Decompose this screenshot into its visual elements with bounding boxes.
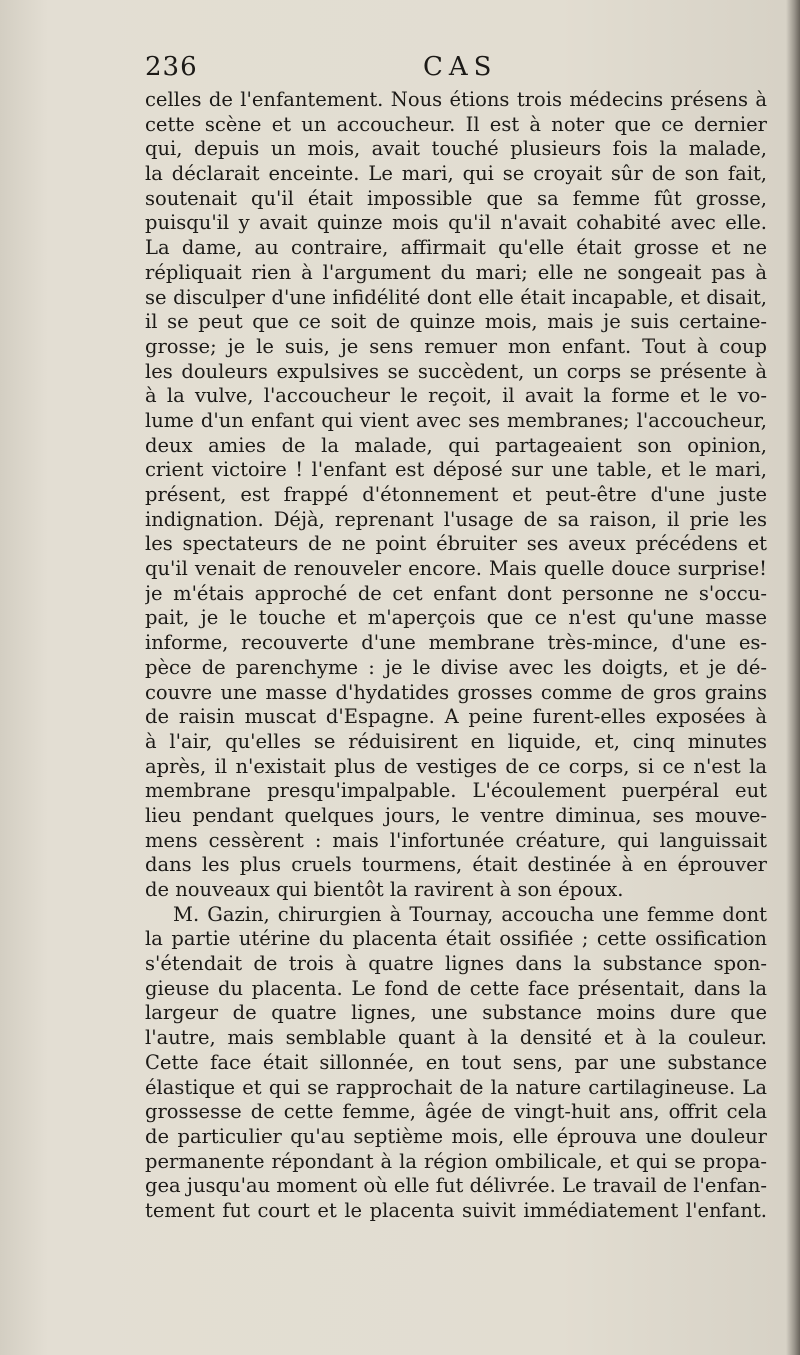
- text-line: répliquait rien à l'argument du mari; elle ne songeait pas à: [145, 260, 767, 284]
- text-line: de nouveaux qui bientôt la ravirent à son époux.: [145, 878, 624, 901]
- body-text: [145, 88, 767, 1224]
- text-line: dans les plus cruels tourmens, était destinée à en éprouver: [145, 853, 767, 877]
- text-line: élastique et qui se rapprochait de la nature cartilagineuse. La: [145, 1075, 767, 1099]
- text-line: grossesse de cette femme, âgée de vingt-huit ans, offrit cela: [145, 1100, 767, 1124]
- text-line: lieu pendant quelques jours, le ventre diminua, ses mouve-: [145, 803, 767, 827]
- text-line: puisqu'il y avait quinze mois qu'il n'avait cohabité avec elle.: [145, 211, 767, 235]
- text-line: cette scène et un accoucheur. Il est à noter que ce dernier: [145, 112, 767, 136]
- text-line: à la vulve, l'accoucheur le reçoit, il avait la forme et le vo-: [145, 384, 767, 408]
- text-line: deux amies de la malade, qui partageaient son opinion,: [145, 433, 767, 457]
- text-line: pait, je le touche et m'aperçois que ce n'est qu'une masse: [145, 606, 767, 630]
- running-title: CAS: [423, 52, 498, 82]
- text-line: gieuse du placenta. Le fond de cette face présentait, dans la: [145, 976, 767, 1000]
- text-line: soutenait qu'il était impossible que sa femme fût grosse,: [145, 186, 767, 210]
- text-line: de raisin muscat d'Espagne. A peine furent-elles exposées à: [145, 705, 767, 729]
- text-line: indignation. Déjà, reprenant l'usage de sa raison, il prie les: [145, 507, 767, 531]
- text-line: tement fut court et le placenta suivit immédiatement l'enfant.: [145, 1198, 767, 1222]
- text-line: l'autre, mais semblable quant à la densité et à la couleur.: [145, 1026, 767, 1050]
- text-line: celles de l'enfantement. Nous étions trois médecins présens à: [145, 88, 767, 111]
- text-line: après, il n'existait plus de vestiges de ce corps, si ce n'est la: [145, 754, 767, 778]
- text-line: La dame, au contraire, affirmait qu'elle était grosse et ne: [145, 236, 767, 260]
- text-line: les douleurs expulsives se succèdent, un corps se présente à: [145, 359, 767, 383]
- text-line: informe, recouverte d'une membrane très-mince, d'une es-: [145, 631, 767, 655]
- text-line: je m'étais approché de cet enfant dont personne ne s'occu-: [145, 581, 767, 605]
- text-line: pèce de parenchyme : je le divise avec les doigts, et je dé-: [145, 655, 767, 679]
- text-line: couvre une masse d'hydatides grosses comme de gros grains: [145, 680, 767, 704]
- text-line: M. Gazin, chirurgien à Tournay, accoucha une femme dont: [173, 902, 767, 926]
- text-line: la partie utérine du placenta était ossifiée ; cette ossification: [145, 927, 767, 951]
- text-line: mens cessèrent : mais l'infortunée créature, qui languissait: [145, 828, 767, 852]
- text-line: permanente répondant à la région ombilicale, et qui se propa-: [145, 1149, 767, 1173]
- text-line: gea jusqu'au moment où elle fut délivrée. Le travail de l'enfan-: [145, 1174, 767, 1198]
- text-line: la déclarait enceinte. Le mari, qui se croyait sûr de son fait,: [145, 162, 767, 186]
- text-line: qui, depuis un mois, avait touché plusieurs fois la malade,: [145, 137, 767, 161]
- text-line: les spectateurs de ne point ébruiter ses aveux précédens et: [145, 532, 767, 556]
- text-line: grosse; je le suis, je sens remuer mon enfant. Tout à coup: [145, 334, 767, 358]
- page-edge-shadow: [786, 0, 800, 1355]
- text-line: Cette face était sillonnée, en tout sens, par une substance: [145, 1050, 767, 1074]
- paragraph-2: [145, 903, 767, 1224]
- page-number: 236: [145, 52, 198, 82]
- text-line: s'étendait de trois à quatre lignes dans la substance spon-: [145, 952, 767, 976]
- text-line: lume d'un enfant qui vient avec ses membranes; l'accoucheur,: [145, 408, 767, 432]
- text-line: à l'air, qu'elles se réduisirent en liquide, et, cinq minutes: [145, 729, 767, 753]
- text-line: qu'il venait de renouveler encore. Mais quelle douce surprise!: [145, 557, 767, 581]
- paragraph-1: [145, 88, 767, 903]
- text-line: présent, est frappé d'étonnement et peut-être d'une juste: [145, 483, 767, 506]
- text-line: il se peut que ce soit de quinze mois, mais je suis certaine-: [145, 310, 767, 334]
- text-line: crient victoire ! l'enfant est déposé sur une table, et le mari,: [145, 458, 767, 482]
- running-head: [145, 52, 765, 88]
- text-line: largeur de quatre lignes, une substance moins dure que: [145, 1001, 767, 1025]
- text-line: se disculper d'une infidélité dont elle était incapable, et disait,: [145, 285, 767, 309]
- text-line: de particulier qu'au septième mois, elle éprouva une douleur: [145, 1124, 767, 1148]
- text-line: membrane presqu'impalpable. L'écoulement puerpéral eut: [145, 779, 767, 803]
